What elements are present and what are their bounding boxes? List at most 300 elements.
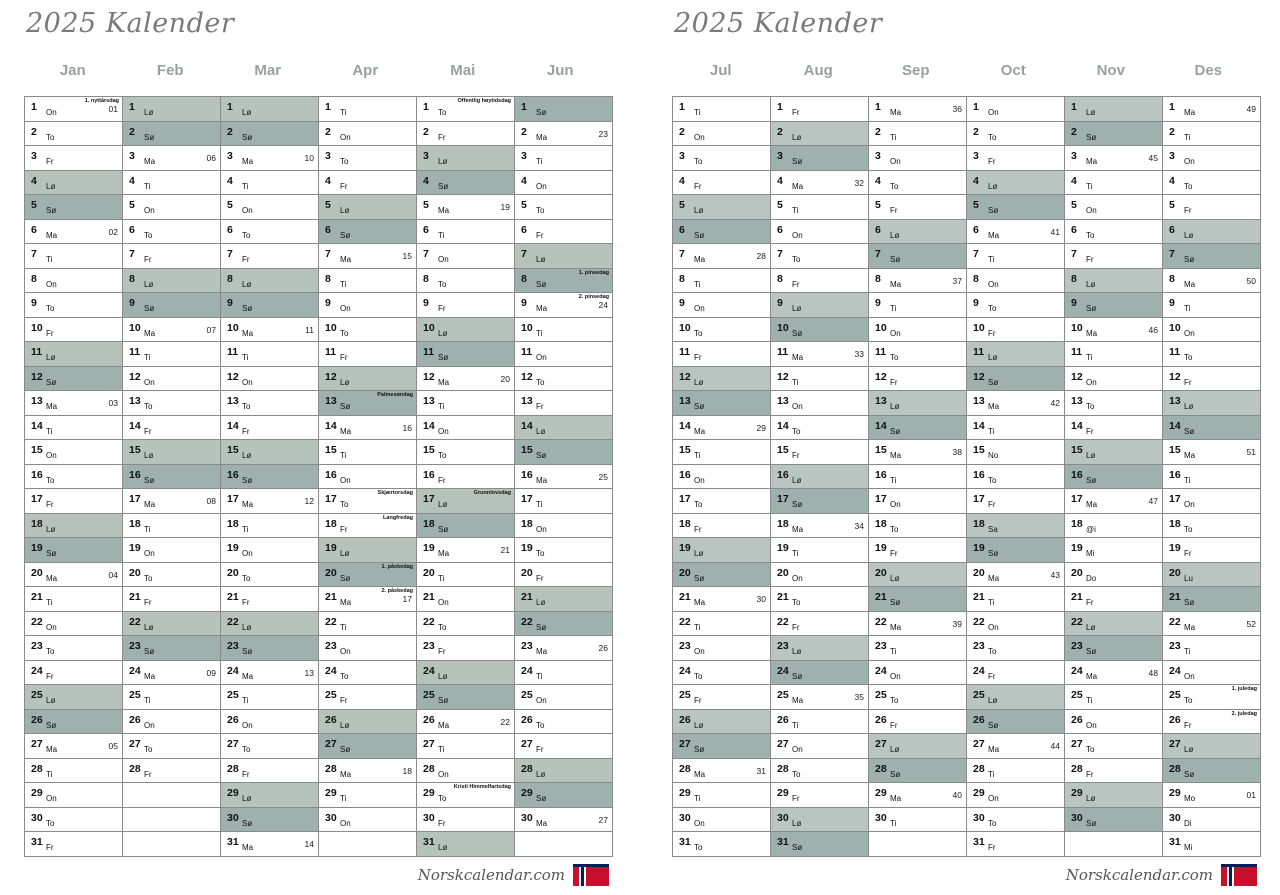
day-cell[interactable] xyxy=(1163,685,1260,710)
day-cell[interactable] xyxy=(1163,710,1260,735)
day-cell[interactable] xyxy=(1065,538,1162,563)
day-cell[interactable] xyxy=(221,612,318,637)
day-cell[interactable] xyxy=(1163,612,1260,637)
day-cell[interactable] xyxy=(515,465,612,490)
day-cell[interactable] xyxy=(967,440,1064,465)
day-cell[interactable] xyxy=(221,489,318,514)
day-cell[interactable] xyxy=(25,367,122,392)
day-cell[interactable] xyxy=(1065,710,1162,735)
day-cell[interactable] xyxy=(1163,514,1260,539)
day-cell[interactable] xyxy=(771,734,868,759)
day-cell[interactable] xyxy=(771,293,868,318)
day-cell[interactable] xyxy=(319,440,416,465)
day-cell[interactable] xyxy=(221,269,318,294)
day-cell[interactable] xyxy=(515,416,612,441)
day-cell[interactable] xyxy=(869,685,966,710)
day-cell[interactable] xyxy=(221,514,318,539)
day-cell[interactable] xyxy=(1163,195,1260,220)
day-cell[interactable] xyxy=(1163,489,1260,514)
day-cell[interactable] xyxy=(417,808,514,833)
day-cell[interactable] xyxy=(869,661,966,686)
day-cell[interactable] xyxy=(673,391,770,416)
day-cell[interactable] xyxy=(25,563,122,588)
day-cell[interactable] xyxy=(771,587,868,612)
day-cell[interactable] xyxy=(771,269,868,294)
day-cell[interactable] xyxy=(1163,465,1260,490)
day-cell[interactable] xyxy=(771,514,868,539)
day-cell[interactable] xyxy=(1065,489,1162,514)
day-cell[interactable] xyxy=(25,685,122,710)
day-cell[interactable] xyxy=(771,563,868,588)
day-cell[interactable] xyxy=(673,612,770,637)
day-cell[interactable] xyxy=(967,342,1064,367)
day-cell[interactable] xyxy=(869,636,966,661)
day-cell[interactable] xyxy=(771,416,868,441)
day-cell[interactable] xyxy=(123,587,220,612)
day-cell[interactable] xyxy=(319,97,416,122)
day-cell[interactable] xyxy=(1163,587,1260,612)
day-cell[interactable] xyxy=(319,171,416,196)
day-cell[interactable] xyxy=(123,734,220,759)
day-cell[interactable] xyxy=(417,710,514,735)
day-cell[interactable] xyxy=(967,636,1064,661)
day-cell[interactable] xyxy=(123,244,220,269)
day-cell[interactable] xyxy=(869,220,966,245)
day-cell[interactable] xyxy=(221,734,318,759)
day-cell[interactable] xyxy=(673,587,770,612)
day-cell[interactable] xyxy=(869,391,966,416)
day-cell[interactable] xyxy=(771,783,868,808)
day-cell[interactable] xyxy=(1065,318,1162,343)
day-cell[interactable] xyxy=(515,269,612,294)
day-cell[interactable] xyxy=(417,538,514,563)
day-cell[interactable] xyxy=(515,171,612,196)
day-cell[interactable] xyxy=(771,685,868,710)
day-cell[interactable] xyxy=(1163,563,1260,588)
day-cell[interactable] xyxy=(123,293,220,318)
day-cell[interactable] xyxy=(673,685,770,710)
day-cell[interactable] xyxy=(123,146,220,171)
day-cell[interactable] xyxy=(869,783,966,808)
day-cell[interactable] xyxy=(771,318,868,343)
day-cell[interactable] xyxy=(515,514,612,539)
day-cell[interactable] xyxy=(515,563,612,588)
day-cell[interactable] xyxy=(319,293,416,318)
day-cell[interactable] xyxy=(771,465,868,490)
day-cell[interactable] xyxy=(417,636,514,661)
day-cell[interactable] xyxy=(1065,440,1162,465)
day-cell[interactable] xyxy=(673,710,770,735)
day-cell[interactable] xyxy=(417,342,514,367)
day-cell[interactable] xyxy=(221,563,318,588)
day-cell[interactable] xyxy=(967,293,1064,318)
day-cell[interactable] xyxy=(515,538,612,563)
day-cell[interactable] xyxy=(673,832,770,857)
day-cell[interactable] xyxy=(1065,563,1162,588)
day-cell[interactable] xyxy=(869,759,966,784)
day-cell[interactable] xyxy=(1065,97,1162,122)
day-cell[interactable] xyxy=(1065,587,1162,612)
day-cell[interactable] xyxy=(673,661,770,686)
day-cell[interactable] xyxy=(123,342,220,367)
day-cell[interactable] xyxy=(25,734,122,759)
day-cell[interactable] xyxy=(967,269,1064,294)
day-cell[interactable] xyxy=(967,465,1064,490)
day-cell[interactable] xyxy=(1163,391,1260,416)
day-cell[interactable] xyxy=(1065,612,1162,637)
day-cell[interactable] xyxy=(967,220,1064,245)
day-cell[interactable] xyxy=(319,514,416,539)
day-cell[interactable] xyxy=(1163,146,1260,171)
day-cell[interactable] xyxy=(319,808,416,833)
day-cell[interactable] xyxy=(1065,293,1162,318)
day-cell[interactable] xyxy=(1065,367,1162,392)
day-cell[interactable] xyxy=(221,244,318,269)
day-cell[interactable] xyxy=(123,563,220,588)
day-cell[interactable] xyxy=(221,146,318,171)
day-cell[interactable] xyxy=(771,122,868,147)
day-cell[interactable] xyxy=(25,220,122,245)
brand-text[interactable]: Norskcalendar.com xyxy=(1065,866,1213,884)
day-cell[interactable] xyxy=(1163,367,1260,392)
day-cell[interactable] xyxy=(771,612,868,637)
day-cell[interactable] xyxy=(1163,538,1260,563)
day-cell[interactable] xyxy=(417,269,514,294)
day-cell[interactable] xyxy=(869,171,966,196)
day-cell[interactable] xyxy=(417,465,514,490)
day-cell[interactable] xyxy=(25,391,122,416)
day-cell[interactable] xyxy=(123,97,220,122)
day-cell[interactable] xyxy=(1163,244,1260,269)
day-cell[interactable] xyxy=(673,514,770,539)
day-cell[interactable] xyxy=(673,122,770,147)
brand-text[interactable]: Norskcalendar.com xyxy=(417,866,565,884)
day-cell[interactable] xyxy=(869,808,966,833)
day-cell[interactable] xyxy=(515,122,612,147)
day-cell[interactable] xyxy=(319,563,416,588)
day-cell[interactable] xyxy=(771,220,868,245)
day-cell[interactable] xyxy=(25,636,122,661)
day-cell[interactable] xyxy=(25,489,122,514)
day-cell[interactable] xyxy=(319,269,416,294)
day-cell[interactable] xyxy=(1065,416,1162,441)
day-cell[interactable] xyxy=(123,661,220,686)
day-cell[interactable] xyxy=(417,171,514,196)
day-cell[interactable] xyxy=(1065,514,1162,539)
day-cell[interactable] xyxy=(967,97,1064,122)
day-cell[interactable] xyxy=(319,538,416,563)
day-cell[interactable] xyxy=(319,465,416,490)
day-cell[interactable] xyxy=(25,244,122,269)
day-cell[interactable] xyxy=(967,514,1064,539)
day-cell[interactable] xyxy=(967,612,1064,637)
day-cell[interactable] xyxy=(417,318,514,343)
day-cell[interactable] xyxy=(515,734,612,759)
day-cell[interactable] xyxy=(123,122,220,147)
day-cell[interactable] xyxy=(771,244,868,269)
day-cell[interactable] xyxy=(515,195,612,220)
day-cell[interactable] xyxy=(1163,661,1260,686)
day-cell[interactable] xyxy=(319,122,416,147)
day-cell[interactable] xyxy=(319,244,416,269)
day-cell[interactable] xyxy=(1065,220,1162,245)
day-cell[interactable] xyxy=(515,220,612,245)
day-cell[interactable] xyxy=(967,538,1064,563)
day-cell[interactable] xyxy=(417,97,514,122)
day-cell[interactable] xyxy=(515,710,612,735)
day-cell[interactable] xyxy=(221,416,318,441)
day-cell[interactable] xyxy=(869,293,966,318)
day-cell[interactable] xyxy=(967,146,1064,171)
day-cell[interactable] xyxy=(417,220,514,245)
day-cell[interactable] xyxy=(771,342,868,367)
day-cell[interactable] xyxy=(515,783,612,808)
day-cell[interactable] xyxy=(1163,342,1260,367)
day-cell[interactable] xyxy=(417,244,514,269)
day-cell[interactable] xyxy=(221,367,318,392)
day-cell[interactable] xyxy=(673,342,770,367)
day-cell[interactable] xyxy=(869,122,966,147)
day-cell[interactable] xyxy=(319,685,416,710)
day-cell[interactable] xyxy=(1163,318,1260,343)
day-cell[interactable] xyxy=(1065,391,1162,416)
day-cell[interactable] xyxy=(673,318,770,343)
day-cell[interactable] xyxy=(1065,685,1162,710)
day-cell[interactable] xyxy=(515,440,612,465)
day-cell[interactable] xyxy=(869,416,966,441)
day-cell[interactable] xyxy=(967,489,1064,514)
day-cell[interactable] xyxy=(673,171,770,196)
day-cell[interactable] xyxy=(221,587,318,612)
day-cell[interactable] xyxy=(1163,269,1260,294)
day-cell[interactable] xyxy=(673,465,770,490)
day-cell[interactable] xyxy=(673,146,770,171)
day-cell[interactable] xyxy=(319,195,416,220)
day-cell[interactable] xyxy=(1163,293,1260,318)
day-cell[interactable] xyxy=(515,808,612,833)
day-cell[interactable] xyxy=(25,171,122,196)
day-cell[interactable] xyxy=(221,97,318,122)
day-cell[interactable] xyxy=(1163,636,1260,661)
day-cell[interactable] xyxy=(221,538,318,563)
day-cell[interactable] xyxy=(123,269,220,294)
day-cell[interactable] xyxy=(123,367,220,392)
day-cell[interactable] xyxy=(673,440,770,465)
day-cell[interactable] xyxy=(221,685,318,710)
day-cell[interactable] xyxy=(319,661,416,686)
day-cell[interactable] xyxy=(515,636,612,661)
day-cell[interactable] xyxy=(967,195,1064,220)
day-cell[interactable] xyxy=(123,416,220,441)
day-cell[interactable] xyxy=(1065,146,1162,171)
day-cell[interactable] xyxy=(319,318,416,343)
day-cell[interactable] xyxy=(869,465,966,490)
day-cell[interactable] xyxy=(967,171,1064,196)
day-cell[interactable] xyxy=(417,734,514,759)
day-cell[interactable] xyxy=(1065,661,1162,686)
day-cell[interactable] xyxy=(967,416,1064,441)
day-cell[interactable] xyxy=(123,220,220,245)
day-cell[interactable] xyxy=(967,587,1064,612)
day-cell[interactable] xyxy=(673,220,770,245)
day-cell[interactable] xyxy=(673,636,770,661)
day-cell[interactable] xyxy=(1163,440,1260,465)
day-cell[interactable] xyxy=(221,342,318,367)
day-cell[interactable] xyxy=(417,661,514,686)
day-cell[interactable] xyxy=(869,710,966,735)
day-cell[interactable] xyxy=(869,563,966,588)
day-cell[interactable] xyxy=(967,122,1064,147)
day-cell[interactable] xyxy=(417,440,514,465)
day-cell[interactable] xyxy=(1065,122,1162,147)
day-cell[interactable] xyxy=(771,710,868,735)
day-cell[interactable] xyxy=(967,244,1064,269)
day-cell[interactable] xyxy=(869,342,966,367)
day-cell[interactable] xyxy=(221,759,318,784)
day-cell[interactable] xyxy=(515,612,612,637)
day-cell[interactable] xyxy=(417,587,514,612)
day-cell[interactable] xyxy=(1065,171,1162,196)
day-cell[interactable] xyxy=(25,465,122,490)
day-cell[interactable] xyxy=(25,612,122,637)
day-cell[interactable] xyxy=(771,759,868,784)
day-cell[interactable] xyxy=(967,563,1064,588)
day-cell[interactable] xyxy=(869,318,966,343)
day-cell[interactable] xyxy=(25,759,122,784)
day-cell[interactable] xyxy=(1065,734,1162,759)
day-cell[interactable] xyxy=(221,391,318,416)
day-cell[interactable] xyxy=(673,269,770,294)
day-cell[interactable] xyxy=(25,538,122,563)
day-cell[interactable] xyxy=(221,195,318,220)
day-cell[interactable] xyxy=(673,244,770,269)
day-cell[interactable] xyxy=(869,538,966,563)
day-cell[interactable] xyxy=(319,367,416,392)
day-cell[interactable] xyxy=(771,171,868,196)
day-cell[interactable] xyxy=(221,220,318,245)
day-cell[interactable] xyxy=(319,710,416,735)
day-cell[interactable] xyxy=(1065,808,1162,833)
day-cell[interactable] xyxy=(515,391,612,416)
day-cell[interactable] xyxy=(417,489,514,514)
day-cell[interactable] xyxy=(1163,734,1260,759)
day-cell[interactable] xyxy=(25,710,122,735)
day-cell[interactable] xyxy=(25,269,122,294)
day-cell[interactable] xyxy=(123,685,220,710)
day-cell[interactable] xyxy=(123,636,220,661)
day-cell[interactable] xyxy=(515,97,612,122)
day-cell[interactable] xyxy=(673,783,770,808)
day-cell[interactable] xyxy=(319,734,416,759)
day-cell[interactable] xyxy=(1065,269,1162,294)
day-cell[interactable] xyxy=(319,416,416,441)
day-cell[interactable] xyxy=(515,587,612,612)
day-cell[interactable] xyxy=(417,783,514,808)
day-cell[interactable] xyxy=(869,612,966,637)
day-cell[interactable] xyxy=(221,636,318,661)
day-cell[interactable] xyxy=(771,489,868,514)
day-cell[interactable] xyxy=(1163,220,1260,245)
day-cell[interactable] xyxy=(673,367,770,392)
day-cell[interactable] xyxy=(1163,759,1260,784)
day-cell[interactable] xyxy=(515,244,612,269)
day-cell[interactable] xyxy=(123,710,220,735)
day-cell[interactable] xyxy=(771,661,868,686)
day-cell[interactable] xyxy=(515,146,612,171)
day-cell[interactable] xyxy=(25,808,122,833)
day-cell[interactable] xyxy=(319,391,416,416)
day-cell[interactable] xyxy=(1163,808,1260,833)
day-cell[interactable] xyxy=(967,734,1064,759)
day-cell[interactable] xyxy=(221,465,318,490)
day-cell[interactable] xyxy=(869,244,966,269)
day-cell[interactable] xyxy=(771,636,868,661)
day-cell[interactable] xyxy=(515,685,612,710)
day-cell[interactable] xyxy=(123,514,220,539)
day-cell[interactable] xyxy=(25,514,122,539)
day-cell[interactable] xyxy=(869,514,966,539)
day-cell[interactable] xyxy=(771,367,868,392)
day-cell[interactable] xyxy=(869,367,966,392)
day-cell[interactable] xyxy=(771,146,868,171)
day-cell[interactable] xyxy=(1163,122,1260,147)
day-cell[interactable] xyxy=(967,783,1064,808)
day-cell[interactable] xyxy=(319,759,416,784)
day-cell[interactable] xyxy=(515,293,612,318)
day-cell[interactable] xyxy=(673,416,770,441)
day-cell[interactable] xyxy=(25,195,122,220)
day-cell[interactable] xyxy=(319,612,416,637)
day-cell[interactable] xyxy=(417,391,514,416)
day-cell[interactable] xyxy=(25,783,122,808)
day-cell[interactable] xyxy=(869,195,966,220)
day-cell[interactable] xyxy=(1065,342,1162,367)
day-cell[interactable] xyxy=(1065,759,1162,784)
day-cell[interactable] xyxy=(123,171,220,196)
day-cell[interactable] xyxy=(25,122,122,147)
day-cell[interactable] xyxy=(967,832,1064,857)
day-cell[interactable] xyxy=(869,146,966,171)
day-cell[interactable] xyxy=(25,587,122,612)
day-cell[interactable] xyxy=(1163,416,1260,441)
day-cell[interactable] xyxy=(1163,97,1260,122)
day-cell[interactable] xyxy=(967,710,1064,735)
day-cell[interactable] xyxy=(1065,636,1162,661)
day-cell[interactable] xyxy=(221,832,318,857)
day-cell[interactable] xyxy=(869,489,966,514)
day-cell[interactable] xyxy=(417,563,514,588)
day-cell[interactable] xyxy=(123,465,220,490)
day-cell[interactable] xyxy=(515,759,612,784)
day-cell[interactable] xyxy=(869,269,966,294)
day-cell[interactable] xyxy=(319,342,416,367)
day-cell[interactable] xyxy=(25,416,122,441)
day-cell[interactable] xyxy=(515,489,612,514)
day-cell[interactable] xyxy=(25,661,122,686)
day-cell[interactable] xyxy=(319,220,416,245)
day-cell[interactable] xyxy=(967,318,1064,343)
day-cell[interactable] xyxy=(771,391,868,416)
day-cell[interactable] xyxy=(673,293,770,318)
day-cell[interactable] xyxy=(221,440,318,465)
day-cell[interactable] xyxy=(1065,783,1162,808)
day-cell[interactable] xyxy=(25,97,122,122)
day-cell[interactable] xyxy=(673,808,770,833)
day-cell[interactable] xyxy=(1065,244,1162,269)
day-cell[interactable] xyxy=(1163,832,1260,857)
day-cell[interactable] xyxy=(869,440,966,465)
day-cell[interactable] xyxy=(417,195,514,220)
